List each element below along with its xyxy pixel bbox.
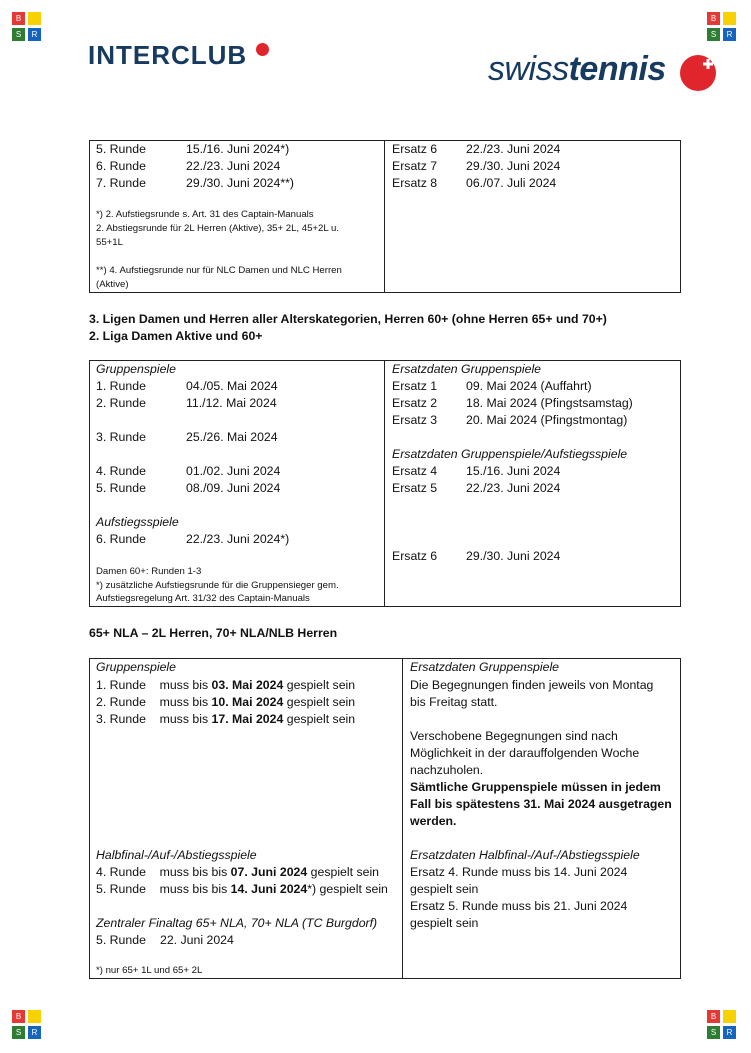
corner-marker-top-right: [707, 12, 737, 42]
t3-row-label: 4. Runde: [96, 865, 146, 879]
t2-right-label: Ersatz 3: [392, 413, 438, 427]
t2-note: *) zusätzliche Aufstiegsrunde für die Gruppensieger gem.: [96, 580, 339, 591]
t2-right-label: Ersatz 4: [392, 464, 438, 478]
corner-marker-bottom-left: [12, 1010, 42, 1040]
marker-yellow: [28, 1010, 41, 1023]
t3-row-post: gespielt sein: [283, 712, 356, 726]
t1-right-date: 06./07. Juli 2024: [466, 176, 557, 190]
t1-right-date: 29./30. Juni 2024: [466, 159, 561, 173]
t3-right-text: Möglichkeit in der darauffolgenden Woche: [410, 746, 640, 760]
t3-final-date: 22. Juni 2024: [160, 933, 234, 947]
section-heading: 2. Liga Damen Aktive und 60+: [89, 329, 263, 343]
t2-row-date: 04./05. Mai 2024: [186, 379, 278, 393]
marker-s: S: [707, 28, 720, 41]
swiss-cross-icon: [702, 58, 714, 70]
t3-right-row: gespielt sein: [410, 882, 479, 896]
t3-row-pre: muss bis: [159, 712, 212, 726]
t1-row-date: 22./23. Juni 2024: [186, 159, 281, 173]
t2-right-label: Ersatz 1: [392, 379, 438, 393]
t2-row-label: 1. Runde: [96, 379, 146, 393]
t3-row-date: 17. Mai 2024: [211, 712, 284, 726]
t3-semi-row: [96, 864, 379, 881]
t2-right-label: Ersatz 6: [392, 549, 438, 563]
t1-right-label: Ersatz 8: [392, 176, 438, 190]
t3-final-label: 5. Runde: [96, 933, 146, 947]
marker-r: R: [723, 28, 736, 41]
t2-right-title: Ersatzdaten Gruppenspiele: [392, 362, 542, 376]
t3-row-label: 3. Runde: [96, 712, 146, 726]
t2-note: Aufstiegsregelung Art. 31/32 des Captain-Manuals: [96, 593, 310, 604]
t3-right-title2: Ersatzdaten Halbfinal-/Auf-/Abstiegsspiele: [410, 848, 640, 862]
marker-yellow: [723, 1010, 736, 1023]
t2-right-date: 09. Mai 2024 (Auffahrt): [466, 379, 592, 393]
t1-note: *) 2. Aufstiegsrunde s. Art. 31 des Captain-Manuals: [96, 209, 314, 220]
t3-row-label: 2. Runde: [96, 695, 146, 709]
marker-s: S: [707, 1026, 720, 1039]
t2-promo-label: 6. Runde: [96, 532, 146, 546]
marker-yellow: [28, 12, 41, 25]
swisstennis-logo: [488, 50, 666, 89]
marker-s: S: [12, 1026, 25, 1039]
t2-row-label: 4. Runde: [96, 464, 146, 478]
marker-yellow: [723, 12, 736, 25]
t3-row-post: gespielt sein: [307, 865, 380, 879]
t3-row-pre: muss bis bis: [159, 865, 231, 879]
t3-row-date: 14. Juni 2024: [230, 882, 308, 896]
t3-final-title: Zentraler Finaltag 65+ NLA, 70+ NLA (TC Burgdorf): [96, 916, 378, 930]
t3-row-date: 07. Juni 2024: [230, 865, 308, 879]
t3-row-date: 10. Mai 2024: [211, 695, 284, 709]
marker-s: S: [12, 28, 25, 41]
t3-row-pre: muss bis: [159, 695, 212, 709]
t3-row: [96, 677, 355, 694]
marker-b: B: [12, 1010, 25, 1023]
t1-row-label: 5. Runde: [96, 142, 146, 156]
t1-right-label: Ersatz 6: [392, 142, 438, 156]
marker-b: B: [707, 1010, 720, 1023]
swisstennis-tennis: tennis: [568, 50, 666, 88]
swisstennis-swiss: swiss: [488, 50, 569, 88]
t3-right-row: gespielt sein: [410, 916, 479, 930]
t3-row: [96, 711, 355, 728]
t1-note: (Aktive): [96, 279, 129, 290]
marker-b: B: [12, 12, 25, 25]
t2-right-date: 18. Mai 2024 (Pfingstsamstag): [466, 396, 633, 410]
section-heading: 65+ NLA – 2L Herren, 70+ NLA/NLB Herren: [89, 626, 338, 640]
t3-row-pre: muss bis: [159, 678, 212, 692]
marker-r: R: [28, 28, 41, 41]
t2-promo-title: Aufstiegsspiele: [96, 515, 179, 529]
t1-note: 55+1L: [96, 237, 123, 248]
t3-right-row: Ersatz 4. Runde muss bis 14. Juni 2024: [410, 865, 628, 879]
section-heading: 3. Ligen Damen und Herren aller Alterskategorien, Herren 60+ (ohne Herren 65+ und 70+): [89, 312, 607, 326]
t3-row-pre: muss bis bis: [159, 882, 231, 896]
marker-r: R: [723, 1026, 736, 1039]
t2-right-date: 20. Mai 2024 (Pfingstmontag): [466, 413, 628, 427]
t1-row-date: 15./16. Juni 2024*): [186, 142, 290, 156]
t3-right-bold-text: Sämtliche Gruppenspiele müssen in jedem: [410, 780, 661, 794]
t3-semi-row: [96, 881, 388, 898]
t3-semi-title: Halbfinal-/Auf-/Abstiegsspiele: [96, 848, 257, 862]
t3-row-post: gespielt sein: [283, 678, 356, 692]
t3-right-text: Die Begegnungen finden jeweils von Montag: [410, 678, 654, 692]
t3-row-post: gespielt sein: [283, 695, 356, 709]
t2-right-title2: Ersatzdaten Gruppenspiele/Aufstiegsspiele: [392, 447, 628, 461]
t2-row-date: 11./12. Mai 2024: [186, 396, 277, 410]
t3-row-post: *) gespielt sein: [307, 882, 388, 896]
t3-right-text: nachzuholen.: [410, 763, 484, 777]
t2-right-date: 22./23. Juni 2024: [466, 481, 561, 495]
t1-right-date: 22./23. Juni 2024: [466, 142, 561, 156]
t2-right-date: 15./16. Juni 2024: [466, 464, 561, 478]
table-divider: [384, 140, 385, 293]
corner-marker-bottom-right: [707, 1010, 737, 1040]
t2-row-date: 25./26. Mai 2024: [186, 430, 278, 444]
t3-right-bold-text: Fall bis spätestens 31. Mai 2024 ausgetragen: [410, 797, 672, 811]
marker-r: R: [28, 1026, 41, 1039]
t3-right-text: Verschobene Begegnungen sind nach: [410, 729, 618, 743]
table-divider: [384, 360, 385, 607]
t3-right-title: Ersatzdaten Gruppenspiele: [410, 660, 560, 674]
table-divider: [402, 658, 403, 979]
t3-row-date: 03. Mai 2024: [211, 678, 284, 692]
t2-row-label: 2. Runde: [96, 396, 146, 410]
t2-promo-date: 22./23. Juni 2024*): [186, 532, 290, 546]
t3-row-label: 1. Runde: [96, 678, 146, 692]
marker-b: B: [707, 12, 720, 25]
corner-marker-top-left: [12, 12, 42, 42]
t1-row-label: 6. Runde: [96, 159, 146, 173]
interclub-ball-icon: [256, 43, 269, 56]
t2-left-title: Gruppenspiele: [96, 362, 176, 376]
t2-note: Damen 60+: Runden 1-3: [96, 566, 202, 577]
t2-right-date: 29./30. Juni 2024: [466, 549, 561, 563]
t3-right-bold-text: werden.: [410, 814, 457, 828]
t3-left-title: Gruppenspiele: [96, 660, 176, 674]
t3-right-text: bis Freitag statt.: [410, 695, 498, 709]
t2-row-date: 08./09. Juni 2024: [186, 481, 281, 495]
t1-note: **) 4. Aufstiegsrunde nur für NLC Damen und NLC Herren: [96, 265, 342, 276]
t2-row-date: 01./02. Juni 2024: [186, 464, 281, 478]
t1-row-date: 29./30. Juni 2024**): [186, 176, 295, 190]
t1-right-label: Ersatz 7: [392, 159, 438, 173]
t3-row-label: 5. Runde: [96, 882, 146, 896]
t3-row: [96, 694, 355, 711]
t2-right-label: Ersatz 2: [392, 396, 438, 410]
interclub-logo: INTERCLUB: [88, 40, 248, 70]
t2-right-label: Ersatz 5: [392, 481, 438, 495]
t2-row-label: 5. Runde: [96, 481, 146, 495]
t1-note: 2. Abstiegsrunde für 2L Herren (Aktive), 35+ 2L, 45+2L u.: [96, 223, 340, 234]
t3-right-row: Ersatz 5. Runde muss bis 21. Juni 2024: [410, 899, 628, 913]
t1-row-label: 7. Runde: [96, 176, 146, 190]
t3-note: *) nur 65+ 1L und 65+ 2L: [96, 965, 203, 976]
t2-row-label: 3. Runde: [96, 430, 146, 444]
